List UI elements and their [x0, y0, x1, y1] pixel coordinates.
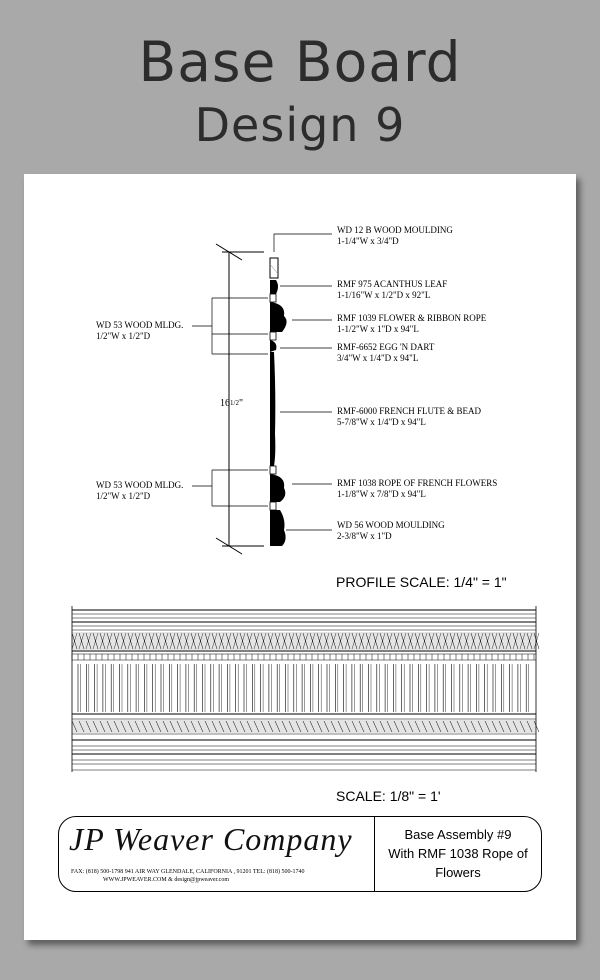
- callout-name: WD 12 B WOOD MOULDING: [337, 225, 453, 235]
- title-block: [58, 816, 542, 892]
- drawing-sheet: [24, 174, 576, 940]
- height-whole: 16: [220, 398, 230, 409]
- callout-wd56: [337, 520, 445, 542]
- callout-dims: 3/4"W x 1/4"D x 94"L: [337, 353, 419, 363]
- callout-name: RMF 975 ACANTHUS LEAF: [337, 279, 448, 289]
- callout-dims: 1-1/4"W x 3/4"D: [337, 236, 399, 246]
- callout-rmf6000: [337, 406, 481, 428]
- callout-rmf6652: [337, 342, 434, 364]
- callout-wd53-upper: [96, 320, 183, 342]
- company-logo: JP Weaver Company: [69, 821, 353, 857]
- page-subtitle: Design 9: [194, 98, 406, 152]
- title-block-divider: [374, 817, 375, 891]
- callout-name: RMF-6000 FRENCH FLUTE & BEAD: [337, 406, 482, 416]
- callout-name: WD 53 WOOD MLDG.: [96, 480, 184, 490]
- height-fraction: 1/2: [230, 399, 239, 408]
- callout-dims: 1-1/16"W x 1/2"D x 92"L: [337, 290, 431, 300]
- callout-name: RMF 1038 ROPE OF FRENCH FLOWERS: [337, 478, 498, 488]
- company-web: WWW.JPWEAVER.COM & design@jpweaver.com: [103, 877, 230, 883]
- assembly-subtitle-2: Flowers: [435, 865, 481, 880]
- callout-name: RMF-6652 EGG 'N DART: [337, 342, 435, 352]
- baseboard-elevation: [72, 606, 539, 772]
- assembly-description: [377, 825, 539, 882]
- callout-rmf1038: [337, 478, 497, 500]
- callout-dims: 1/2"W x 1/2"D: [96, 331, 151, 341]
- assembly-subtitle: With RMF 1038 Rope of: [388, 846, 528, 861]
- callout-dims: 2-3/8"W x 1"D: [337, 531, 392, 541]
- callout-wd53-lower: [96, 480, 183, 502]
- callout-name: WD 56 WOOD MOULDING: [337, 520, 445, 530]
- callout-name: WD 53 WOOD MLDG.: [96, 320, 184, 330]
- callout-dims: 5-7/8"W x 1/4"D x 94"L: [337, 417, 426, 427]
- moulding-profile: [270, 258, 287, 546]
- assembly-title: Base Assembly #9: [404, 827, 512, 842]
- callout-dims: 1/2"W x 1/2"D: [96, 491, 151, 501]
- callout-dims: 1-1/2"W x 1"D x 94"L: [337, 324, 419, 334]
- profile-scale-label: PROFILE SCALE: 1/4" = 1": [336, 574, 507, 590]
- page-title: Base Board: [138, 30, 462, 94]
- callout-rmf1039: [337, 313, 486, 335]
- elevation-scale-label: SCALE: 1/8" = 1': [336, 788, 441, 804]
- company-contact: FAX: (818) 500-1798 941 AIR WAY GLENDALE, CALIFORNIA , 91201 TEL: (818) 500-1740: [71, 869, 305, 875]
- callout-dims: 1-1/8"W x 7/8"D x 94"L: [337, 489, 426, 499]
- height-dimension-label: [220, 398, 243, 409]
- callout-rmf975: [337, 279, 447, 301]
- callout-name: RMF 1039 FLOWER & RIBBON ROPE: [337, 313, 487, 323]
- callout-wd12b: [337, 225, 453, 247]
- height-mark: ": [238, 398, 244, 409]
